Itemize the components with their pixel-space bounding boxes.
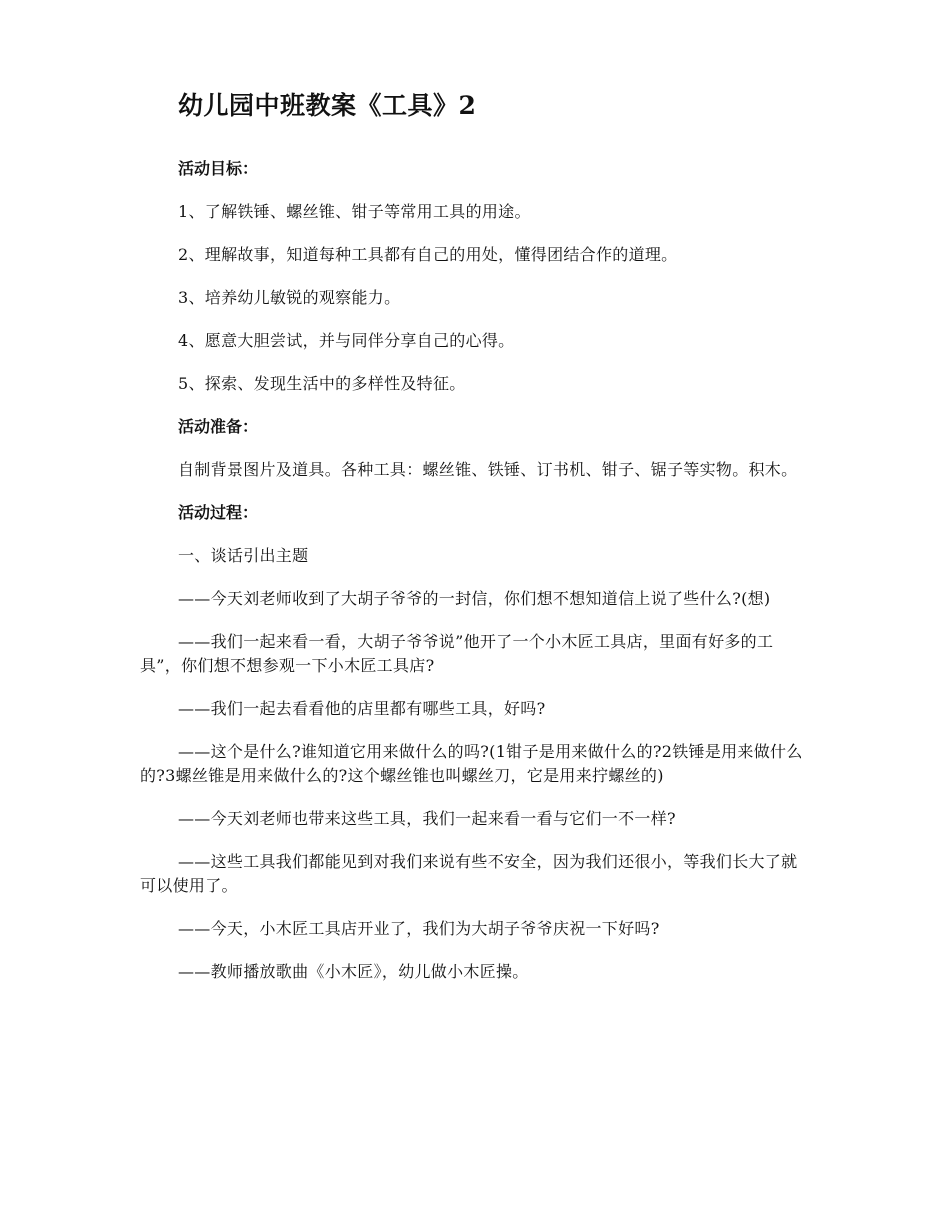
goal-item-1: 1、了解铁锤、螺丝锥、钳子等常用工具的用途。 [178,202,531,221]
prep-heading: 活动准备： [178,417,259,436]
prep-text: 自制背景图片及道具。各种工具：螺丝锥、铁锤、订书机、钳子、锯子等实物。积木。 [178,460,798,479]
goal-item-3: 3、培养幼儿敏锐的观察能力。 [178,288,401,307]
process-step-7: ——这些工具我们都能见到对我们来说有些不安全，因为我们还很小，等我们长大了就可以使用了。 [140,852,798,895]
goals-heading: 活动目标： [178,159,259,178]
goal-item-4: 4、愿意大胆尝试，并与同伴分享自己的心得。 [178,331,515,350]
document-title: 幼儿园中班教案《工具》2 [178,91,477,120]
goal-item-5: 5、探索、发现生活中的多样性及特征。 [178,374,466,393]
goal-item-2: 2、理解故事，知道每种工具都有自己的用处，懂得团结合作的道理。 [178,245,678,264]
process-step-1: 一、谈话引出主题 [178,546,309,565]
process-step-2: ——今天刘老师收到了大胡子爷爷的一封信，你们想不想知道信上说了些什么?(想) [178,589,771,608]
document-page [140,88,812,984]
process-step-3: ——我们一起来看一看，大胡子爷爷说”他开了一个小木匠工具店，里面有好多的工具”，你们想不想参观一下小木匠工具店? [140,632,774,675]
process-heading: 活动过程： [178,503,259,522]
process-step-5: ——这个是什么?谁知道它用来做什么的吗?(1钳子是用来做什么的?2铁锤是用来做什么的?3螺丝锥是用来做什么的?这个螺丝锥也叫螺丝刀，它是用来拧螺丝的) [140,742,803,785]
process-step-6: ——今天刘老师也带来这些工具，我们一起来看一看与它们一不一样? [178,809,676,828]
process-step-8: ——今天，小木匠工具店开业了，我们为大胡子爷爷庆祝一下好吗? [178,919,660,938]
process-step-9: ——教师播放歌曲《小木匠》，幼儿做小木匠操。 [178,962,529,981]
process-step-4: ——我们一起去看看他的店里都有哪些工具，好吗? [178,699,546,718]
